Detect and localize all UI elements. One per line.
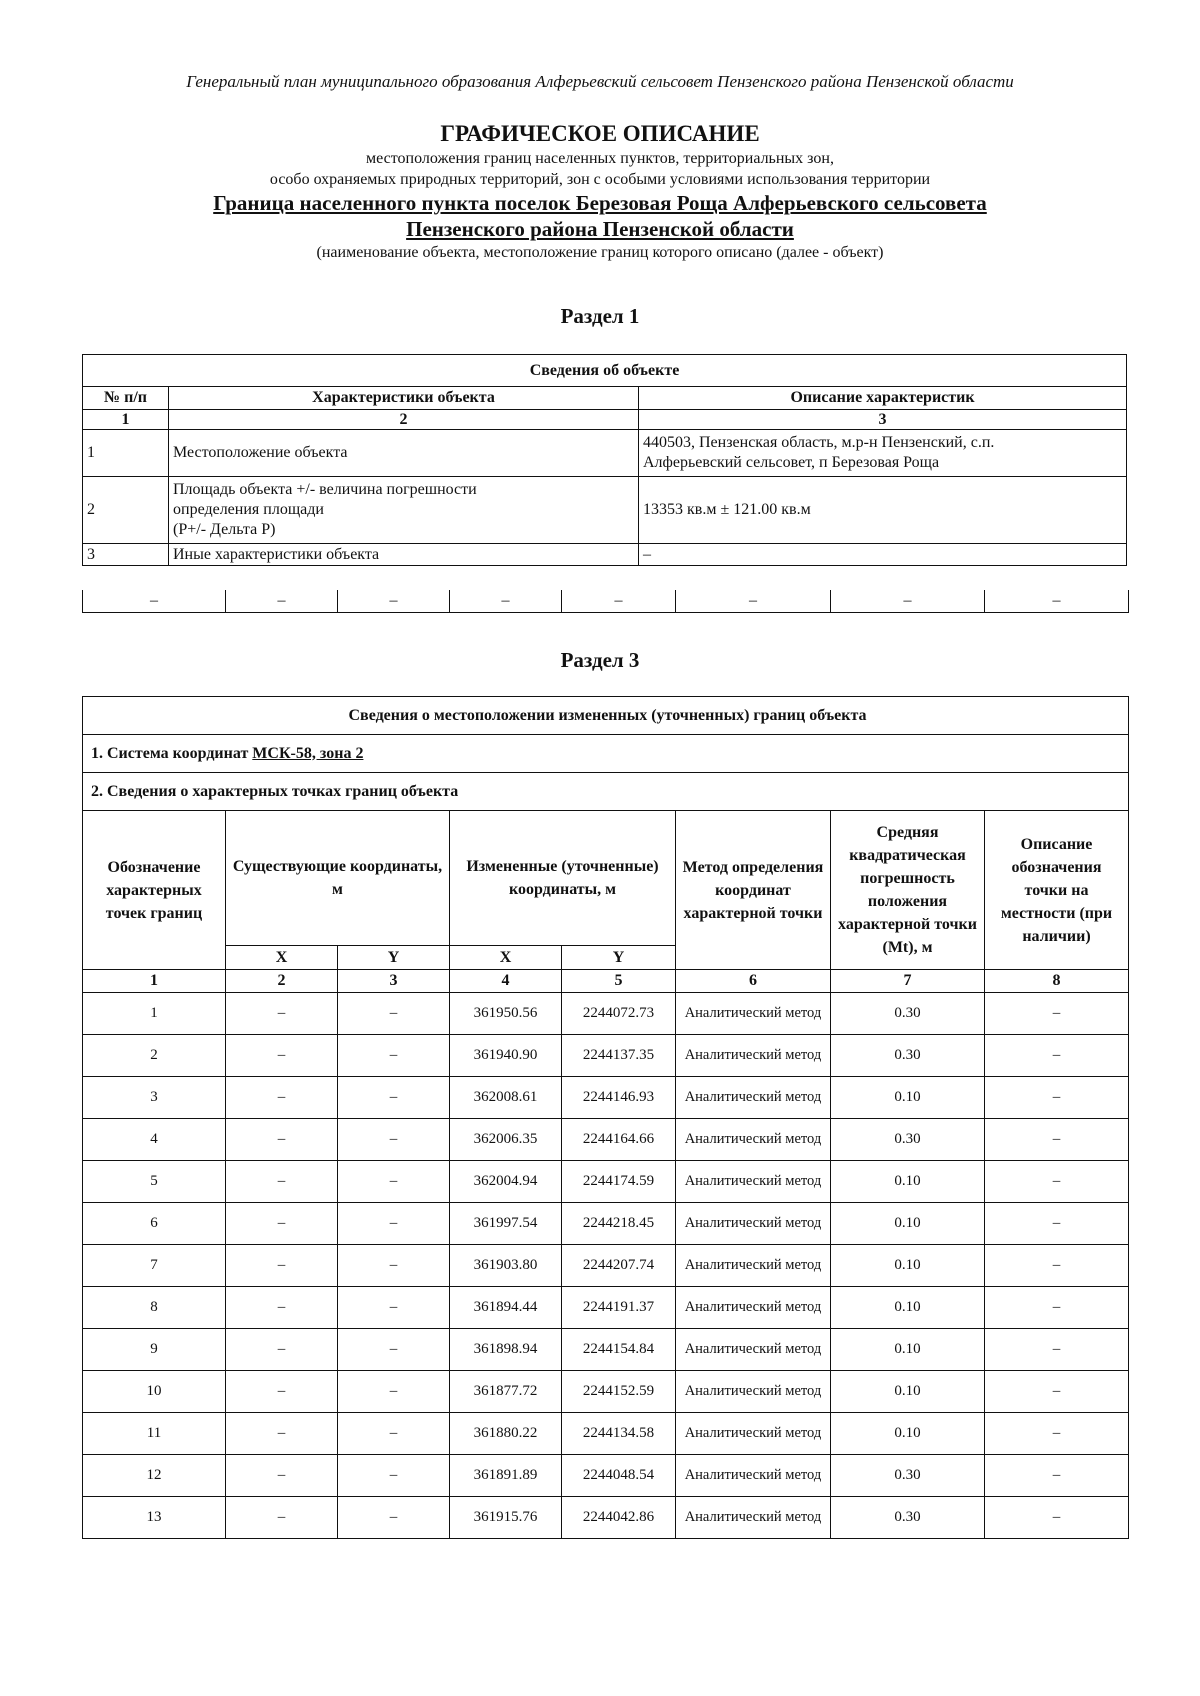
row-num: 1 (83, 430, 169, 477)
point-number: 8 (83, 1287, 226, 1329)
existing-y: – (338, 1287, 450, 1329)
point-number: 7 (83, 1245, 226, 1287)
existing-y: – (338, 1497, 450, 1539)
existing-y: – (338, 1329, 450, 1371)
existing-y: – (338, 1245, 450, 1287)
col-number: 3 (639, 410, 1127, 430)
object-name-line-2: Пензенского района Пензенской области (406, 217, 794, 241)
point-description: – (985, 1371, 1129, 1413)
table-row (83, 430, 1127, 477)
existing-x: – (226, 1371, 338, 1413)
existing-x: – (226, 1287, 338, 1329)
col-number: 1 (83, 410, 169, 430)
col-number: 1 (83, 970, 226, 993)
table-row (83, 1119, 1129, 1161)
changed-y: 2244072.73 (562, 993, 676, 1035)
header-mean-error: Средняя квадратическая погрешность положения характерной точки (Mt), м (831, 811, 985, 970)
changed-y: 2244048.54 (562, 1455, 676, 1497)
mean-error: 0.10 (831, 1203, 985, 1245)
header-existing-coords: Существующие координаты, м (226, 811, 450, 946)
changed-x: 361877.72 (450, 1371, 562, 1413)
point-description: – (985, 993, 1129, 1035)
dash-cell: – (985, 590, 1129, 613)
table-row (83, 1455, 1129, 1497)
document-title: ГРАФИЧЕСКОЕ ОПИСАНИЕ (440, 121, 760, 146)
point-number: 4 (83, 1119, 226, 1161)
existing-y: – (338, 1413, 450, 1455)
method: Аналитический метод (676, 1077, 831, 1119)
point-description: – (985, 1455, 1129, 1497)
col-number: 3 (338, 970, 450, 993)
row-description-line: 440503, Пензенская область, м.р-н Пензенский, с.п. (643, 434, 995, 451)
point-number: 3 (83, 1077, 226, 1119)
col-number: 8 (985, 970, 1129, 993)
boundary-points-table (82, 696, 1129, 1539)
existing-x: – (226, 1497, 338, 1539)
row-description-line: Алферьевский сельсовет, п Березовая Роща (643, 454, 940, 471)
coord-system-value: МСК-58, зона 2 (252, 744, 364, 762)
header-method: Метод определения координат характерной точки (676, 811, 831, 970)
existing-x: – (226, 993, 338, 1035)
points-body (83, 993, 1129, 1539)
table-row (83, 477, 1127, 544)
row-characteristic-line: Площадь объекта +/- величина погрешности (173, 481, 477, 498)
header-point-description: Описание обозначения точки на местности (при наличии) (985, 811, 1129, 970)
changed-x: 361880.22 (450, 1413, 562, 1455)
changed-y: 2244191.37 (562, 1287, 676, 1329)
mean-error: 0.30 (831, 1035, 985, 1077)
table-row (83, 1035, 1129, 1077)
existing-x: – (226, 1329, 338, 1371)
object-name-line-1: Граница населенного пункта поселок Березовая Роща Алферьевского сельсовета (213, 191, 987, 215)
existing-y: – (338, 1161, 450, 1203)
point-description: – (985, 1413, 1129, 1455)
dash-cell: – (676, 590, 831, 613)
row-characteristic-line: (Р+/- Дельта Р) (173, 521, 276, 538)
method: Аналитический метод (676, 1035, 831, 1077)
mean-error: 0.10 (831, 1329, 985, 1371)
existing-y: – (338, 1119, 450, 1161)
table-row (83, 1161, 1129, 1203)
mean-error: 0.10 (831, 1287, 985, 1329)
method: Аналитический метод (676, 1371, 831, 1413)
existing-y: – (338, 1371, 450, 1413)
method: Аналитический метод (676, 1245, 831, 1287)
row-characteristic-line: определения площади (173, 501, 324, 518)
method: Аналитический метод (676, 993, 831, 1035)
header-existing-x: X (226, 946, 338, 970)
table-row (83, 1245, 1129, 1287)
coord-system-label: 1. Система координат (91, 744, 249, 762)
existing-y: – (338, 993, 450, 1035)
boundary-table-title: Сведения о местоположении измененных (уточненных) границ объекта (83, 697, 1129, 735)
changed-x: 362006.35 (450, 1119, 562, 1161)
method: Аналитический метод (676, 1203, 831, 1245)
header-changed-y: Y (562, 946, 676, 970)
header-changed-x: X (450, 946, 562, 970)
changed-y: 2244152.59 (562, 1371, 676, 1413)
changed-x: 361891.89 (450, 1455, 562, 1497)
changed-y: 2244137.35 (562, 1035, 676, 1077)
existing-x: – (226, 1245, 338, 1287)
table-row (83, 1077, 1129, 1119)
method: Аналитический метод (676, 1119, 831, 1161)
row-num: 3 (83, 544, 169, 566)
dash-row (83, 590, 1129, 613)
table-row (83, 1203, 1129, 1245)
table-row (83, 1287, 1129, 1329)
row-num: 2 (83, 477, 169, 544)
point-description: – (985, 1077, 1129, 1119)
existing-x: – (226, 1035, 338, 1077)
point-number: 1 (83, 993, 226, 1035)
mean-error: 0.30 (831, 1455, 985, 1497)
col-header-description: Описание характеристик (639, 387, 1127, 410)
col-number: 2 (226, 970, 338, 993)
existing-x: – (226, 1455, 338, 1497)
col-number: 5 (562, 970, 676, 993)
changed-x: 362008.61 (450, 1077, 562, 1119)
dash-cell: – (831, 590, 985, 613)
row-characteristic: Иные характеристики объекта (169, 544, 639, 566)
method: Аналитический метод (676, 1161, 831, 1203)
table-row (83, 993, 1129, 1035)
existing-y: – (338, 1455, 450, 1497)
row-description: – (639, 544, 1127, 566)
method: Аналитический метод (676, 1329, 831, 1371)
table-row (83, 1329, 1129, 1371)
row-characteristic: Местоположение объекта (169, 430, 639, 477)
existing-y: – (338, 1203, 450, 1245)
existing-y: – (338, 1035, 450, 1077)
changed-y: 2244218.45 (562, 1203, 676, 1245)
table-row (83, 1371, 1129, 1413)
dash-cell: – (338, 590, 450, 613)
point-description: – (985, 1161, 1129, 1203)
header-changed-coords: Измененные (уточненные) координаты, м (450, 811, 676, 946)
point-number: 5 (83, 1161, 226, 1203)
col-number: 2 (169, 410, 639, 430)
object-caption: (наименование объекта, местоположение границ которого описано (далее - объект) (316, 244, 884, 261)
mean-error: 0.10 (831, 1245, 985, 1287)
point-description: – (985, 1287, 1129, 1329)
changed-x: 361950.56 (450, 993, 562, 1035)
coord-system-row (83, 735, 1129, 773)
method: Аналитический метод (676, 1413, 831, 1455)
section-3-title: Раздел 3 (560, 648, 640, 672)
col-number: 6 (676, 970, 831, 993)
point-description: – (985, 1035, 1129, 1077)
mean-error: 0.10 (831, 1413, 985, 1455)
existing-y: – (338, 1077, 450, 1119)
row-characteristic (169, 477, 639, 544)
dash-cell: – (83, 590, 226, 613)
existing-x: – (226, 1161, 338, 1203)
changed-y: 2244146.93 (562, 1077, 676, 1119)
row-description (639, 430, 1127, 477)
point-number: 10 (83, 1371, 226, 1413)
mean-error: 0.10 (831, 1077, 985, 1119)
mean-error: 0.30 (831, 993, 985, 1035)
existing-x: – (226, 1077, 338, 1119)
points-section-label: 2. Сведения о характерных точках границ объекта (83, 773, 1129, 811)
changed-x: 361915.76 (450, 1497, 562, 1539)
dash-cell: – (226, 590, 338, 613)
table-row (83, 1413, 1129, 1455)
existing-x: – (226, 1413, 338, 1455)
title-block (0, 120, 1200, 264)
changed-y: 2244207.74 (562, 1245, 676, 1287)
mean-error: 0.30 (831, 1497, 985, 1539)
method: Аналитический метод (676, 1455, 831, 1497)
changed-y: 2244134.58 (562, 1413, 676, 1455)
col-header-characteristics: Характеристики объекта (169, 387, 639, 410)
point-description: – (985, 1329, 1129, 1371)
dash-row-table (82, 590, 1129, 613)
point-description: – (985, 1119, 1129, 1161)
section-1-title: Раздел 1 (560, 304, 640, 328)
point-description: – (985, 1203, 1129, 1245)
method: Аналитический метод (676, 1287, 831, 1329)
changed-x: 361898.94 (450, 1329, 562, 1371)
col-header-num: № п/п (83, 387, 169, 410)
changed-x: 361940.90 (450, 1035, 562, 1077)
object-info-table (82, 354, 1127, 566)
point-number: 9 (83, 1329, 226, 1371)
running-head: Генеральный план муниципального образования Алферьевский сельсовет Пензенского района Пензенской области (186, 72, 1014, 91)
existing-x: – (226, 1203, 338, 1245)
point-description: – (985, 1245, 1129, 1287)
mean-error: 0.10 (831, 1161, 985, 1203)
col-number: 7 (831, 970, 985, 993)
changed-y: 2244164.66 (562, 1119, 676, 1161)
subtitle-line-2: особо охраняемых природных территорий, зон с особыми условиями использования территории (269, 171, 931, 188)
point-number: 6 (83, 1203, 226, 1245)
point-number: 11 (83, 1413, 226, 1455)
changed-y: 2244154.84 (562, 1329, 676, 1371)
col-number: 4 (450, 970, 562, 993)
point-number: 2 (83, 1035, 226, 1077)
table-row (83, 544, 1127, 566)
changed-x: 362004.94 (450, 1161, 562, 1203)
header-point-designation: Обозначение характерных точек границ (83, 811, 226, 970)
changed-y: 2244042.86 (562, 1497, 676, 1539)
row-description: 13353 кв.м ± 121.00 кв.м (639, 477, 1127, 544)
mean-error: 0.30 (831, 1119, 985, 1161)
changed-x: 361894.44 (450, 1287, 562, 1329)
dash-cell: – (562, 590, 676, 613)
point-number: 12 (83, 1455, 226, 1497)
changed-x: 361997.54 (450, 1203, 562, 1245)
point-number: 13 (83, 1497, 226, 1539)
header-existing-y: Y (338, 946, 450, 970)
table-row (83, 1497, 1129, 1539)
mean-error: 0.10 (831, 1371, 985, 1413)
changed-x: 361903.80 (450, 1245, 562, 1287)
subtitle-line-1: местоположения границ населенных пунктов, территориальных зон, (366, 150, 834, 167)
method: Аналитический метод (676, 1497, 831, 1539)
object-info-table-title: Сведения об объекте (83, 355, 1127, 387)
dash-cell: – (450, 590, 562, 613)
point-description: – (985, 1497, 1129, 1539)
existing-x: – (226, 1119, 338, 1161)
changed-y: 2244174.59 (562, 1161, 676, 1203)
